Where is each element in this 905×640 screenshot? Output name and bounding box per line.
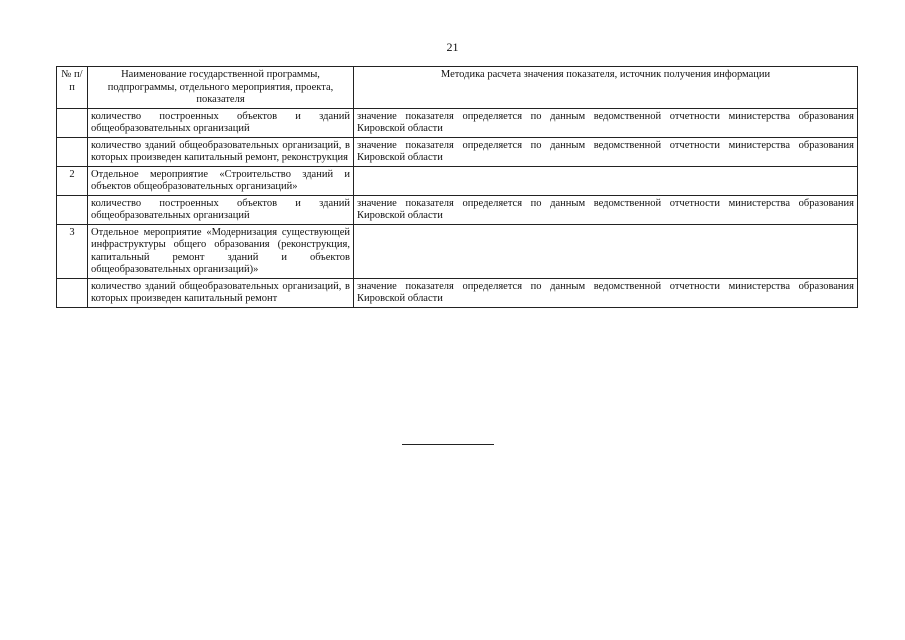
row-num <box>57 195 88 224</box>
row-num <box>57 278 88 307</box>
table-row <box>57 278 858 307</box>
table-row <box>57 137 858 166</box>
row-name: количество построенных объектов и зданий общеобразовательных организаций <box>88 195 354 224</box>
row-method: значение показателя определяется по данным ведомственной отчетности министерства образования Кировской области <box>354 137 858 166</box>
row-method: значение показателя определяется по данным ведомственной отчетности министерства образования Кировской области <box>354 108 858 137</box>
row-name: Отдельное мероприятие «Модернизация существующей инфраструктуры общего образования (реконструкция, капитальный ремонт зданий и объектов общеобразовательных организаций)» <box>88 224 354 278</box>
table-row <box>57 195 858 224</box>
header-method: Методика расчета значения показателя, источник получения информации <box>354 67 858 109</box>
header-num: № п/п <box>57 67 88 109</box>
row-method <box>354 224 858 278</box>
row-method: значение показателя определяется по данным ведомственной отчетности министерства образования Кировской области <box>354 195 858 224</box>
row-num <box>57 108 88 137</box>
row-name: количество зданий общеобразовательных организаций, в которых произведен капитальный ремонт <box>88 278 354 307</box>
header-name: Наименование государственной программы, подпрограммы, отдельного мероприятия, проекта, показателя <box>88 67 354 109</box>
row-method: значение показателя определяется по данным ведомственной отчетности министерства образования Кировской области <box>354 278 858 307</box>
row-name: Отдельное мероприятие «Строительство зданий и объектов общеобразовательных организаций» <box>88 166 354 195</box>
end-divider <box>402 444 494 445</box>
table-row <box>57 224 858 278</box>
page-number: 21 <box>446 40 459 54</box>
row-num: 3 <box>57 224 88 278</box>
table-row <box>57 108 858 137</box>
row-num: 2 <box>57 166 88 195</box>
row-num <box>57 137 88 166</box>
indicator-table <box>56 66 858 308</box>
table-header-row <box>57 67 858 109</box>
row-method <box>354 166 858 195</box>
table-row <box>57 166 858 195</box>
row-name: количество зданий общеобразовательных организаций, в которых произведен капитальный ремонт, реконструкция <box>88 137 354 166</box>
row-name: количество построенных объектов и зданий общеобразовательных организаций <box>88 108 354 137</box>
